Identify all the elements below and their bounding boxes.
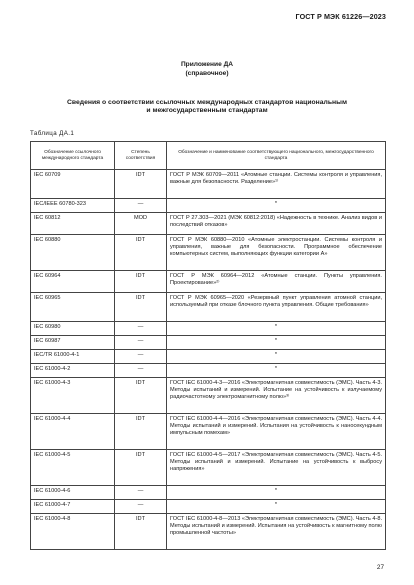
page-number: 27 — [376, 564, 384, 571]
degree-cell: IDT — [115, 514, 167, 550]
degree-cell: — — [115, 336, 167, 350]
national-standard-cell: ГОСТ Р МЭК 60880—2010 «Атомные электростанции. Системы контроля и управления, важные для безопасности. Программное обеспечение компьютерных систем, выполняющих функции категории А» — [167, 235, 386, 271]
degree-cell: IDT — [115, 450, 167, 486]
header-international-standard: Обозначение ссылочного международного стандарта — [31, 142, 115, 170]
international-standard-cell: IEC 61000-4-7 — [31, 500, 115, 514]
heading-line-1: Сведения о соответствии ссылочных международных стандартов национальным — [67, 99, 347, 106]
international-standard-cell: IEC/IEEE 60780-323 — [31, 199, 115, 213]
degree-cell: — — [115, 322, 167, 336]
appendix-block — [0, 61, 414, 78]
degree-cell: IDT — [115, 293, 167, 322]
degree-cell: MOD — [115, 213, 167, 235]
table-row — [31, 350, 386, 364]
international-standard-cell: IEC 60964 — [31, 271, 115, 293]
section-heading — [20, 99, 394, 116]
national-standard-cell: * — [167, 500, 386, 514]
degree-cell: — — [115, 500, 167, 514]
table-row — [31, 378, 386, 414]
international-standard-cell: IEC 61000-4-8 — [31, 514, 115, 550]
table-header-row — [31, 142, 386, 170]
degree-cell: — — [115, 364, 167, 378]
appendix-subtitle: (справочное) — [185, 69, 229, 77]
national-standard-cell: ГОСТ IEC 61000-4-8—2013 «Электромагнитная совместимость (ЭМС). Часть 4-8. Методы испытаний и измерений. Испытания на устойчивость к магнитному полю промышленной частоты» — [167, 514, 386, 550]
national-standard-cell: * — [167, 350, 386, 364]
degree-cell: IDT — [115, 378, 167, 414]
degree-cell: IDT — [115, 271, 167, 293]
heading-line-2: и межгосударственным стандартам — [146, 107, 268, 115]
national-standard-cell: ГОСТ Р 27.303—2021 (МЭК 60812:2018) «Надежность в технике. Анализ видов и последствий отказов» — [167, 213, 386, 235]
national-standard-cell: * — [167, 486, 386, 500]
national-standard-cell: * — [167, 322, 386, 336]
header-national-standard: Обозначение и наименование соответствующего национального, межгосударственного стандарта — [167, 142, 386, 170]
table-row — [31, 322, 386, 336]
degree-cell: — — [115, 486, 167, 500]
appendix-title: Приложение ДА — [180, 61, 234, 68]
table-row — [31, 486, 386, 500]
table-row — [31, 235, 386, 271]
international-standard-cell: IEC 61000-4-3 — [31, 378, 115, 414]
degree-cell: — — [115, 199, 167, 213]
degree-cell: — — [115, 350, 167, 364]
international-standard-cell: IEC 60980 — [31, 322, 115, 336]
table-row — [31, 514, 386, 550]
degree-cell: IDT — [115, 170, 167, 199]
table-row — [31, 336, 386, 350]
national-standard-cell: * — [167, 336, 386, 350]
table-row — [31, 450, 386, 486]
international-standard-cell: IEC 61000-4-5 — [31, 450, 115, 486]
table-row — [31, 293, 386, 322]
international-standard-cell: IEC 60812 — [31, 213, 115, 235]
international-standard-cell: IEC 60987 — [31, 336, 115, 350]
table-row — [31, 271, 386, 293]
national-standard-cell: ГОСТ Р МЭК 60709—2011 «Атомные станции. Системы контроля и управления, важные для безопасности. Разделение»¹⁾ — [167, 170, 386, 199]
degree-cell: IDT — [115, 235, 167, 271]
national-standard-cell: ГОСТ Р МЭК 60964—2012 «Атомные станции. Пункты управления. Проектирование»²⁾ — [167, 271, 386, 293]
header-degree-of-correspondence: Степень соответствия — [115, 142, 167, 170]
national-standard-cell: ГОСТ IEC 61000-4-4—2016 «Электромагнитная совместимость (ЭМС). Часть 4-4. Методы испытаний и измерений. Испытания на устойчивость к наносекундным импульсным помехам» — [167, 414, 386, 450]
table-row — [31, 364, 386, 378]
international-standard-cell: IEC/TR 61000-4-1 — [31, 350, 115, 364]
national-standard-cell: ГОСТ IEC 61000-4-5—2017 «Электромагнитная совместимость (ЭМС). Часть 4-5. Методы испытаний и измерений. Испытание на устойчивость к выбросу напряжения» — [167, 450, 386, 486]
national-standard-cell: * — [167, 199, 386, 213]
table-row — [31, 414, 386, 450]
international-standard-cell: IEC 60709 — [31, 170, 115, 199]
table-row — [31, 170, 386, 199]
national-standard-cell: ГОСТ IEC 61000-4-3—2016 «Электромагнитная совместимость (ЭМС). Часть 4-3. Методы испытаний и измерений. Испытание на устойчивость к излучаемому радиочастотному электромагнитному полю»³⁾ — [167, 378, 386, 414]
international-standard-cell: IEC 61000-4-2 — [31, 364, 115, 378]
degree-cell: IDT — [115, 414, 167, 450]
international-standard-cell: IEC 60965 — [31, 293, 115, 322]
table-row — [31, 500, 386, 514]
international-standard-cell: IEC 61000-4-4 — [31, 414, 115, 450]
national-standard-cell: ГОСТ Р МЭК 60965—2020 «Резервный пункт управления атомной станции, используемый при отказе блочного пункта управления. Общие требования» — [167, 293, 386, 322]
table-caption: Таблица ДА.1 — [30, 130, 75, 137]
table-row — [31, 213, 386, 235]
international-standard-cell: IEC 61000-4-6 — [31, 486, 115, 500]
table-row — [31, 199, 386, 213]
national-standard-cell: * — [167, 364, 386, 378]
table-body — [31, 170, 386, 550]
document-code: ГОСТ Р МЭК 61226—2023 — [295, 12, 386, 21]
international-standard-cell: IEC 60880 — [31, 235, 115, 271]
standards-table — [30, 141, 386, 550]
